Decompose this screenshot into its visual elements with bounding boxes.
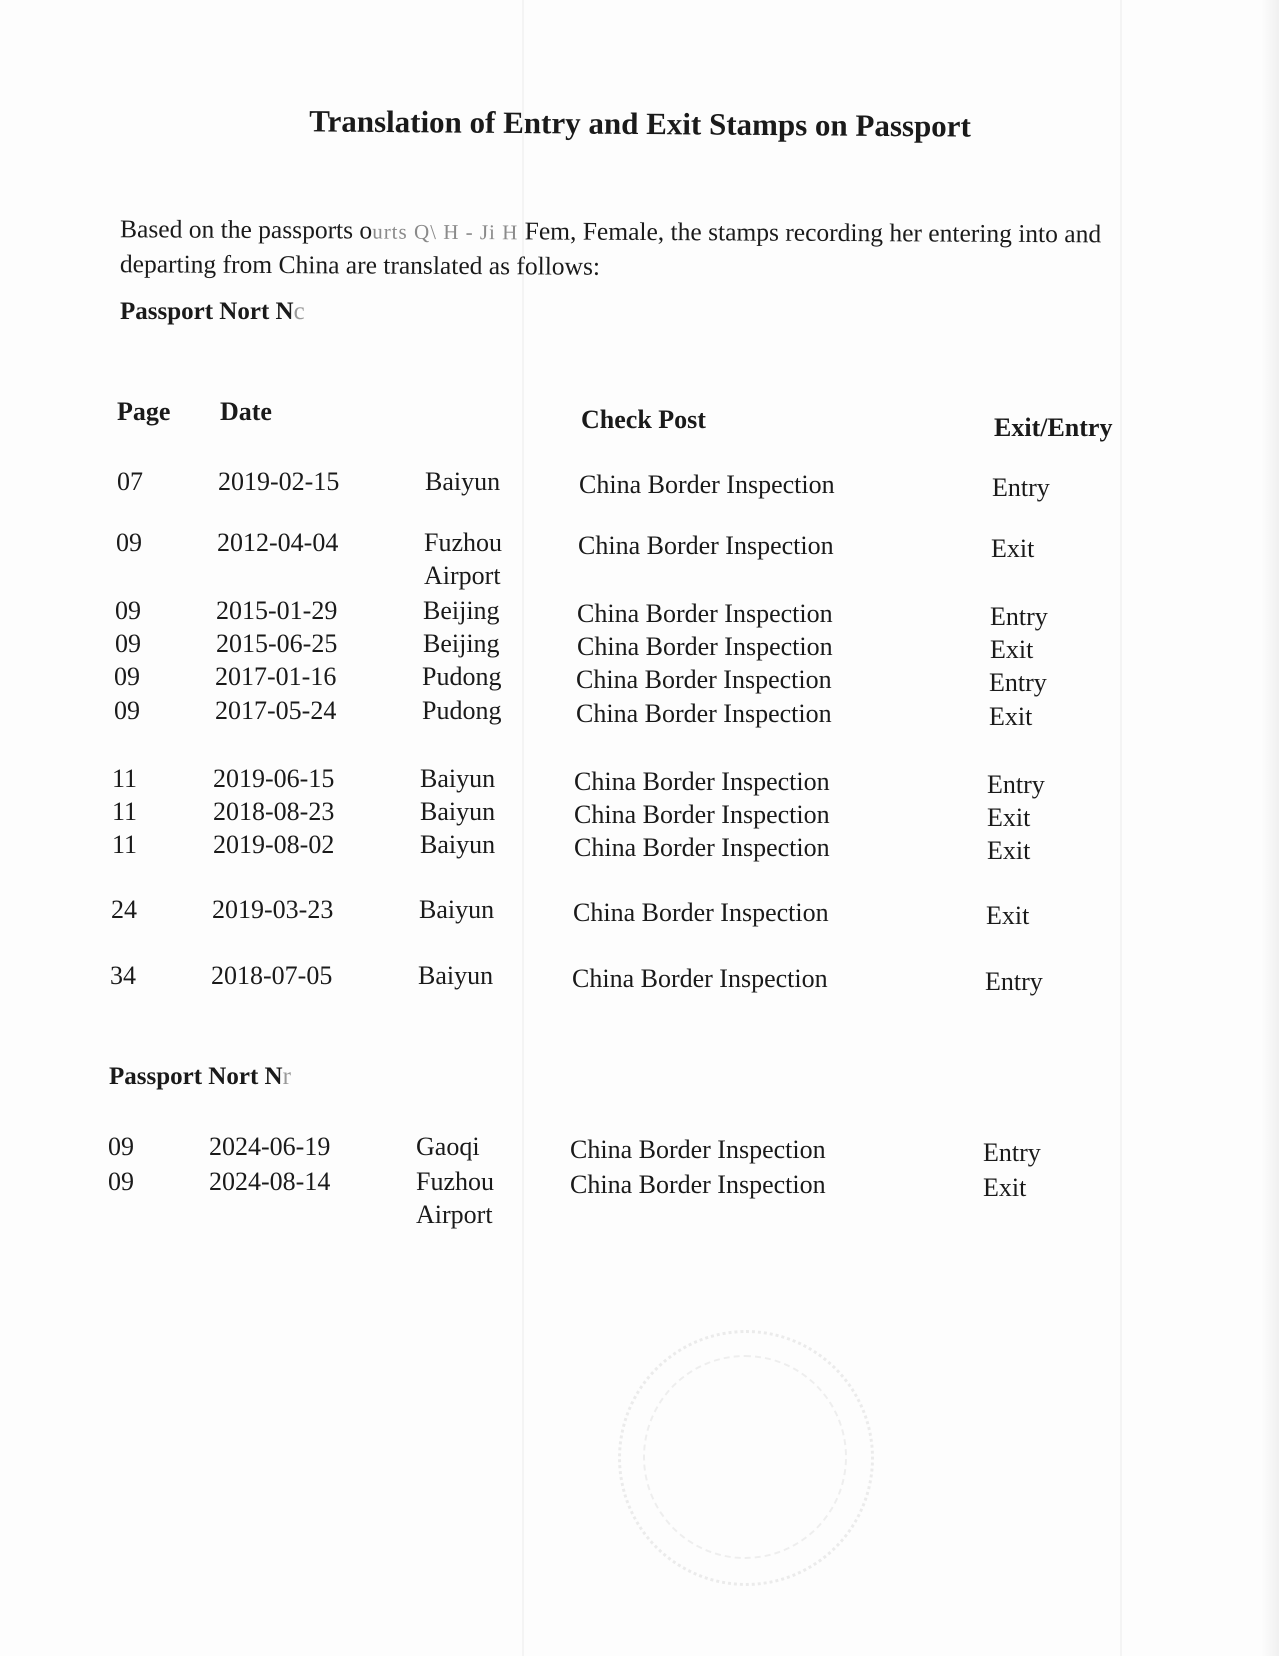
cell-date: 2017-05-24 (215, 696, 337, 725)
header-date: Date (220, 397, 272, 426)
cell-check-post: China Border Inspection (573, 898, 829, 927)
cell-page: 09 (108, 1167, 134, 1196)
cell-date: 2018-08-23 (213, 797, 335, 826)
document-title: Translation of Entry and Exit Stamps on Passport (309, 103, 971, 144)
header-page: Page (117, 397, 171, 426)
cell-date: 2019-06-15 (213, 764, 335, 793)
cell-exit-entry: Exit (990, 635, 1034, 664)
intro-text-end: Fem, Female, the stamps recording her entering into and departing from China are translated as follows: (119, 216, 1102, 281)
cell-date: 2024-08-14 (209, 1167, 331, 1196)
cell-exit-entry: Exit (983, 1173, 1027, 1202)
cell-check-post: China Border Inspection (577, 599, 833, 628)
cell-check-post: China Border Inspection (574, 833, 830, 862)
cell-location: Baiyun (420, 830, 496, 859)
cell-page: 11 (112, 797, 138, 826)
cell-page: 09 (115, 596, 141, 625)
passport-label-text: Passport Nort N (120, 298, 294, 325)
cell-location: Beijing (423, 629, 500, 658)
cell-page: 11 (112, 830, 138, 859)
page-edge-shadow (1261, 0, 1279, 1656)
cell-date: 2019-02-15 (218, 467, 340, 496)
cell-location: Baiyun (419, 895, 495, 924)
cell-exit-entry: Exit (986, 901, 1030, 930)
cell-page: 09 (108, 1132, 134, 1161)
cell-location: Fuzhou Airport (424, 528, 502, 590)
cell-page: 09 (114, 662, 140, 691)
cell-location: Baiyun (420, 764, 496, 793)
cell-exit-entry: Entry (983, 1138, 1041, 1167)
embossed-seal-inner-ring (643, 1355, 847, 1559)
cell-location: Baiyun (425, 467, 501, 496)
redacted-passport-number: c (293, 298, 305, 325)
cell-exit-entry: Entry (989, 668, 1047, 697)
cell-check-post: China Border Inspection (570, 1135, 826, 1164)
cell-location: Baiyun (418, 961, 494, 990)
cell-page: 11 (112, 764, 138, 793)
cell-page: 24 (111, 895, 137, 924)
cell-date: 2017-01-16 (215, 662, 337, 691)
cell-date: 2015-01-29 (216, 596, 338, 625)
cell-page: 07 (117, 467, 143, 496)
embossed-seal (618, 1330, 874, 1586)
cell-date: 2019-03-23 (212, 895, 334, 924)
cell-page: 09 (114, 696, 140, 725)
cell-location: Pudong (422, 662, 502, 691)
cell-page: 34 (110, 961, 136, 990)
cell-location: Fuzhou Airport (416, 1167, 494, 1229)
cell-location: Beijing (423, 596, 500, 625)
cell-date: 2019-08-02 (213, 830, 335, 859)
cell-exit-entry: Exit (987, 836, 1031, 865)
cell-page: 09 (115, 629, 141, 658)
cell-exit-entry: Exit (989, 702, 1033, 731)
cell-check-post: China Border Inspection (576, 665, 832, 694)
cell-check-post: China Border Inspection (577, 632, 833, 661)
cell-date: 2015-06-25 (216, 629, 338, 658)
cell-date: 2012-04-04 (217, 528, 339, 557)
header-check-post: Check Post (581, 405, 706, 434)
cell-check-post: China Border Inspection (579, 470, 835, 499)
header-exit-entry: Exit/Entry (994, 413, 1113, 442)
cell-check-post: China Border Inspection (570, 1170, 826, 1199)
cell-date: 2018-07-05 (211, 961, 333, 990)
cell-page: 09 (116, 528, 142, 557)
cell-location: Baiyun (420, 797, 496, 826)
cell-check-post: China Border Inspection (572, 964, 828, 993)
cell-exit-entry: Exit (991, 534, 1035, 563)
passport-1-label (120, 298, 305, 326)
cell-check-post: China Border Inspection (576, 699, 832, 728)
redacted-passport-number: r (282, 1063, 291, 1090)
cell-date: 2024-06-19 (209, 1132, 331, 1161)
cell-check-post: China Border Inspection (578, 531, 834, 560)
cell-exit-entry: Entry (985, 967, 1043, 996)
cell-exit-entry: Exit (987, 803, 1031, 832)
cell-location: Pudong (422, 696, 502, 725)
cell-location: Gaoqi (416, 1132, 480, 1161)
cell-check-post: China Border Inspection (574, 800, 830, 829)
passport-2-label (109, 1063, 291, 1091)
passport-label-text: Passport Nort N (109, 1063, 283, 1090)
cell-exit-entry: Entry (992, 473, 1050, 502)
cell-check-post: China Border Inspection (574, 767, 830, 796)
cell-exit-entry: Entry (990, 602, 1048, 631)
redacted-name: urts Q\ H - Ji H (372, 219, 519, 245)
intro-text-start: Based on the passports o (120, 214, 373, 245)
intro-paragraph (120, 212, 1180, 286)
cell-exit-entry: Entry (987, 770, 1045, 799)
